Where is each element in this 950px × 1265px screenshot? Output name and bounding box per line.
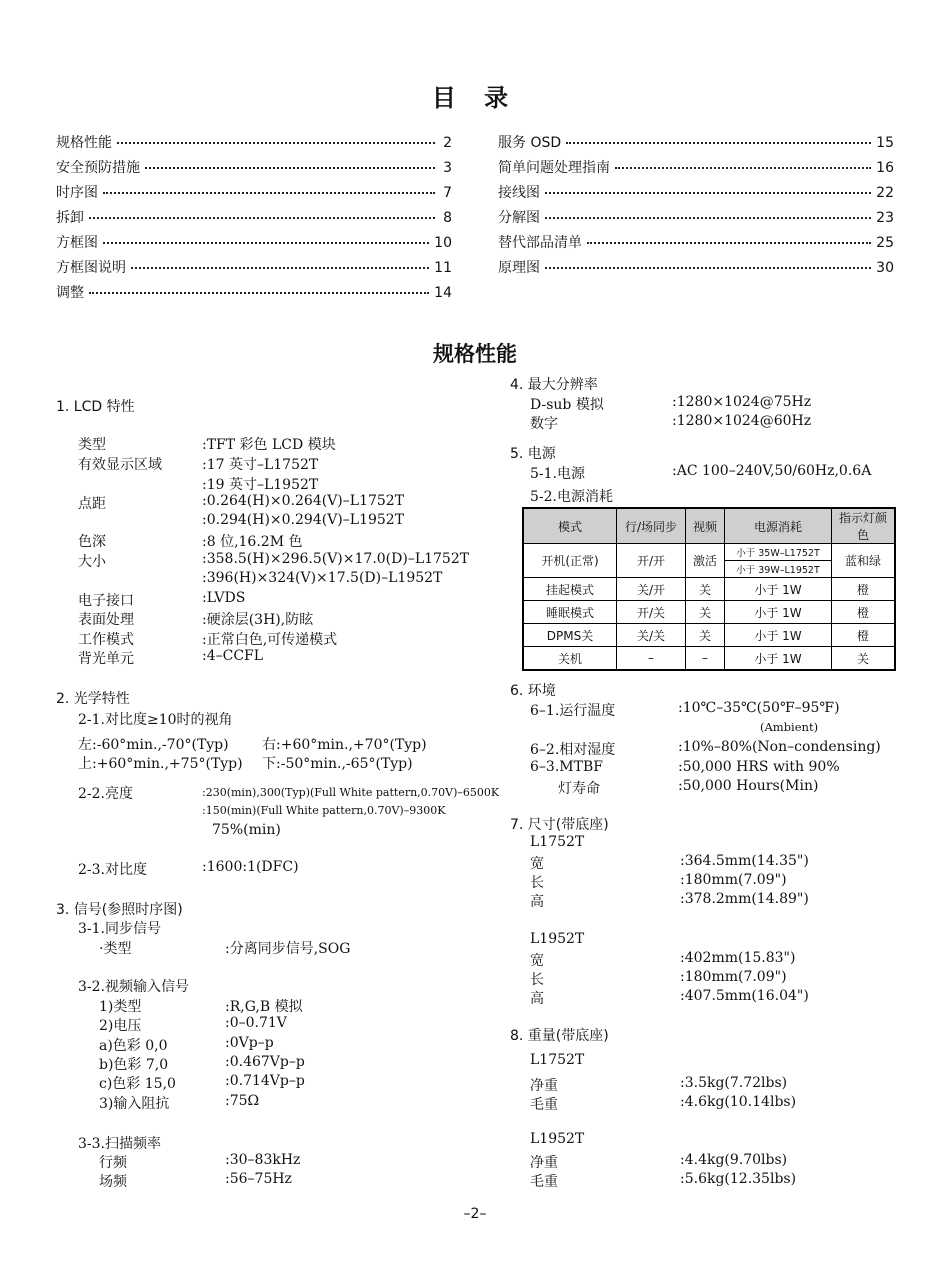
sync-title: 3-1.同步信号 <box>78 921 161 937</box>
table-cell: 小于 1W <box>725 578 832 601</box>
model-name: L1752T <box>530 1052 585 1068</box>
weight-value: :3.5kg(7.72lbs) <box>680 1075 788 1091</box>
toc-left-column <box>56 132 452 307</box>
table-row <box>523 647 895 671</box>
section-title: 规格性能 <box>433 342 517 366</box>
table-cell: 小于 1W <box>725 601 832 624</box>
sync-label: ·类型 <box>99 941 132 957</box>
video-value: :0.467Vp–p <box>225 1054 305 1070</box>
lcd-value: :正常白色,可传递模式 <box>202 632 338 648</box>
brightness-label: 2-2.亮度 <box>78 786 133 802</box>
viewing-angle-down: 下:-50°min.,-65°(Typ) <box>262 756 413 772</box>
table-header-cell: 视频 <box>686 508 725 544</box>
env-note: (Ambient) <box>760 720 819 734</box>
table-cell: – <box>686 647 725 671</box>
table-cell: 激活 <box>686 544 725 578</box>
table-cell: 小于 35W–L1752T <box>725 544 832 561</box>
resolution-label: D-sub 模拟 <box>530 397 604 413</box>
resolution-value: :1280×1024@75Hz <box>672 394 812 410</box>
toc-entry[interactable]: 调整 14 <box>56 285 452 301</box>
power-consumption-table <box>522 507 896 671</box>
table-cell: 蓝和绿 <box>832 544 896 578</box>
weight-value: :5.6kg(12.35lbs) <box>680 1171 797 1187</box>
table-header-cell: 指示灯颜色 <box>832 508 896 544</box>
scan-label: 场频 <box>99 1174 127 1190</box>
weight-label: 毛重 <box>530 1174 558 1190</box>
toc-entry[interactable]: 拆卸 8 <box>56 210 452 226</box>
video-label: 3)输入阻抗 <box>99 1096 170 1112</box>
model-name: L1952T <box>530 1131 585 1147</box>
lcd-value: :TFT 彩色 LCD 模块 <box>202 437 336 453</box>
table-header-cell: 电源消耗 <box>725 508 832 544</box>
lcd-value: :LVDS <box>202 590 246 606</box>
table-cell: 开/关 <box>617 601 686 624</box>
brightness-value: 75%(min) <box>212 822 281 838</box>
environment-heading: 6. 环境 <box>510 683 556 699</box>
lcd-label: 大小 <box>78 554 106 570</box>
page-number: –2– <box>463 1206 487 1222</box>
optical-heading: 2. 光学特性 <box>56 691 130 707</box>
table-row <box>523 624 895 647</box>
contrast-label: 2-3.对比度 <box>78 862 147 878</box>
toc-entry[interactable]: 服务 OSD 15 <box>498 135 894 151</box>
lcd-label: 色深 <box>78 534 106 550</box>
table-cell: 关 <box>686 601 725 624</box>
table-row <box>523 601 895 624</box>
power-heading: 5. 电源 <box>510 446 556 462</box>
scan-value: :30–83kHz <box>225 1152 301 1168</box>
video-value: :0–0.71V <box>225 1015 287 1031</box>
weight-value: :4.6kg(10.14lbs) <box>680 1094 797 1110</box>
brightness-value: :230(min),300(Typ)(Full White pattern,0.70V)–6500K <box>202 786 500 799</box>
env-value: :50,000 Hours(Min) <box>678 778 819 794</box>
toc-entry[interactable]: 原理图 30 <box>498 260 894 276</box>
table-row <box>523 544 895 561</box>
dimension-heading: 7. 尺寸(带底座) <box>510 817 609 833</box>
toc-entry[interactable]: 安全预防措施 3 <box>56 160 452 176</box>
dimension-label: 宽 <box>530 856 544 872</box>
env-value: :50,000 HRS with 90% <box>678 759 840 775</box>
table-cell: 关 <box>686 624 725 647</box>
video-value: :75Ω <box>225 1093 260 1109</box>
model-name: L1952T <box>530 931 585 947</box>
table-cell: 关 <box>686 578 725 601</box>
lcd-value: :358.5(H)×296.5(V)×17.0(D)–L1752T <box>202 551 470 567</box>
lcd-label: 类型 <box>78 437 106 453</box>
viewing-angle-title: 2-1.对比度≥10时的视角 <box>78 712 233 728</box>
dimension-label: 长 <box>530 875 544 891</box>
contrast-value: :1600:1(DFC) <box>202 859 299 875</box>
dimension-value: :407.5mm(16.04") <box>680 988 809 1004</box>
table-cell: 挂起模式 <box>523 578 617 601</box>
table-cell: DPMS关 <box>523 624 617 647</box>
dimension-value: :378.2mm(14.89") <box>680 891 809 907</box>
signal-heading: 3. 信号(参照时序图) <box>56 902 183 918</box>
toc-entry[interactable]: 时序图 7 <box>56 185 452 201</box>
lcd-label: 点距 <box>78 496 106 512</box>
viewing-angle-left: 左:-60°min.,-70°(Typ) <box>78 737 229 753</box>
table-cell: 小于 39W–L1952T <box>725 561 832 578</box>
table-cell: – <box>617 647 686 671</box>
env-value: :10%–80%(Non–condensing) <box>678 739 881 755</box>
lcd-label: 背光单元 <box>78 651 134 667</box>
video-label: 2)电压 <box>99 1018 142 1034</box>
video-label: 1)类型 <box>99 999 142 1015</box>
env-label: 6–1.运行温度 <box>530 703 616 719</box>
table-cell: 关机 <box>523 647 617 671</box>
dimension-value: :180mm(7.09") <box>680 872 787 888</box>
weight-label: 毛重 <box>530 1097 558 1113</box>
table-cell: 开机(正常) <box>523 544 617 578</box>
video-value: :R,G,B 模拟 <box>225 999 303 1015</box>
dimension-label: 高 <box>530 991 544 1007</box>
env-label: 灯寿命 <box>558 781 600 797</box>
toc-entry[interactable]: 分解图 23 <box>498 210 894 226</box>
lcd-label: 工作模式 <box>78 632 134 648</box>
video-label: c)色彩 15,0 <box>99 1076 176 1092</box>
lcd-heading: 1. LCD 特性 <box>56 399 135 415</box>
dimension-label: 高 <box>530 894 544 910</box>
toc-title: 目 录 <box>431 84 519 112</box>
table-header-cell: 行/场同步 <box>617 508 686 544</box>
lcd-value: :0.294(H)×0.294(V)–L1952T <box>202 512 405 528</box>
dimension-value: :180mm(7.09") <box>680 969 787 985</box>
sync-value: :分离同步信号,SOG <box>225 941 351 957</box>
lcd-label: 表面处理 <box>78 612 134 628</box>
toc-entry[interactable]: 方框图说明 11 <box>56 260 452 276</box>
table-cell: 开/开 <box>617 544 686 578</box>
resolution-label: 数字 <box>530 416 558 432</box>
weight-heading: 8. 重量(带底座) <box>510 1028 609 1044</box>
lcd-value: :0.264(H)×0.264(V)–L1752T <box>202 493 405 509</box>
power-consumption-label: 5-2.电源消耗 <box>530 489 613 505</box>
resolution-value: :1280×1024@60Hz <box>672 413 812 429</box>
toc-entry[interactable]: 方框图 10 <box>56 235 452 251</box>
toc-right-column <box>498 132 894 282</box>
lcd-value: :17 英寸–L1752T <box>202 457 319 473</box>
toc-entry[interactable]: 替代部品清单 25 <box>498 235 894 251</box>
dimension-label: 宽 <box>530 953 544 969</box>
video-value: :0.714Vp–p <box>225 1073 305 1089</box>
table-cell: 关/开 <box>617 578 686 601</box>
scan-frequency-title: 3-3.扫描频率 <box>78 1136 161 1152</box>
video-label: a)色彩 0,0 <box>99 1038 168 1054</box>
power-supply-value: :AC 100–240V,50/60Hz,0.6A <box>672 463 872 479</box>
table-cell: 橙 <box>832 601 896 624</box>
lcd-value: :396(H)×324(V)×17.5(D)–L1952T <box>202 570 443 586</box>
env-value: :10℃–35℃(50℉–95℉) <box>678 700 840 716</box>
table-header-row <box>523 508 895 544</box>
table-cell: 小于 1W <box>725 647 832 671</box>
scan-label: 行频 <box>99 1155 127 1171</box>
toc-entry[interactable]: 接线图 22 <box>498 185 894 201</box>
dimension-value: :402mm(15.83") <box>680 950 796 966</box>
lcd-value: :8 位,16.2M 色 <box>202 534 303 550</box>
lcd-value: :硬涂层(3H),防眩 <box>202 612 314 628</box>
video-input-title: 3-2.视频输入信号 <box>78 979 189 995</box>
table-cell: 橙 <box>832 578 896 601</box>
toc-entry[interactable]: 规格性能 2 <box>56 135 452 151</box>
video-label: b)色彩 7,0 <box>99 1057 169 1073</box>
viewing-angle-right: 右:+60°min.,+70°(Typ) <box>262 737 427 753</box>
brightness-value: :150(min)(Full White pattern,0.70V)–9300K <box>202 804 446 817</box>
dimension-label: 长 <box>530 972 544 988</box>
table-cell: 关/关 <box>617 624 686 647</box>
table-header-cell: 模式 <box>523 508 617 544</box>
lcd-label: 电子接口 <box>78 593 134 609</box>
lcd-value: :19 英寸–L1952T <box>202 477 319 493</box>
weight-label: 净重 <box>530 1078 558 1094</box>
dimension-value: :364.5mm(14.35") <box>680 853 809 869</box>
table-cell: 睡眠模式 <box>523 601 617 624</box>
env-label: 6–3.MTBF <box>530 759 603 775</box>
weight-label: 净重 <box>530 1155 558 1171</box>
lcd-value: :4–CCFL <box>202 648 264 664</box>
table-cell: 橙 <box>832 624 896 647</box>
toc-entry[interactable]: 简单问题处理指南 16 <box>498 160 894 176</box>
weight-value: :4.4kg(9.70lbs) <box>680 1152 788 1168</box>
resolution-heading: 4. 最大分辨率 <box>510 377 598 393</box>
scan-value: :56–75Hz <box>225 1171 292 1187</box>
table-row <box>523 578 895 601</box>
env-label: 6–2.相对湿度 <box>530 742 616 758</box>
video-value: :0Vp–p <box>225 1035 274 1051</box>
model-name: L1752T <box>530 834 585 850</box>
viewing-angle-up: 上:+60°min.,+75°(Typ) <box>78 756 243 772</box>
power-supply-label: 5-1.电源 <box>530 466 585 482</box>
lcd-label: 有效显示区域 <box>78 457 162 473</box>
table-cell: 小于 1W <box>725 624 832 647</box>
table-cell: 关 <box>832 647 896 671</box>
